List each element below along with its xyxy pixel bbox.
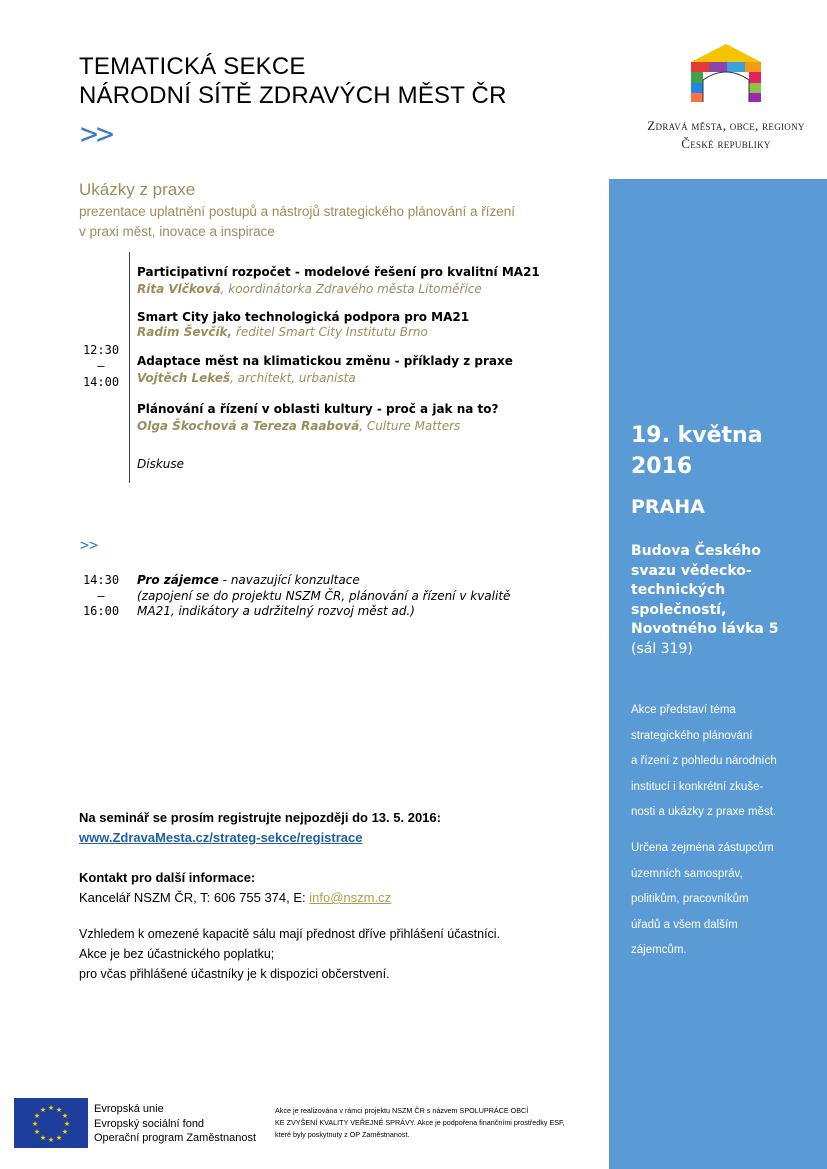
registration-link[interactable]: www.ZdravaMesta.cz/strateg-sekce/registrace	[79, 830, 363, 845]
speaker-role: , koordinátorka Zdravého města Litoměřice	[220, 282, 482, 296]
logo-line-2: České republiky	[681, 136, 771, 151]
agenda-speaker	[137, 370, 597, 387]
svg-text:★: ★	[55, 1106, 63, 1114]
venue-line: Budova Českého	[631, 543, 761, 559]
registration-text: Na seminář se prosím registrujte nejpozději do 13. 5. 2016:	[79, 810, 441, 825]
funding-line: Akce je realizována v rámci projektu NSZM ČR s názvem SPOLUPRÁCE OBCÍ	[275, 1106, 529, 1115]
speaker-name: Olga Škochová a Tereza Raabová	[137, 419, 360, 433]
contact-line	[79, 888, 391, 908]
time-dash: –	[97, 359, 105, 373]
section-heading	[79, 180, 579, 242]
agenda-list	[137, 264, 597, 471]
time-start: 14:30	[82, 573, 120, 587]
contact-block	[79, 868, 391, 908]
sidebar-line: územních samospráv,	[631, 867, 743, 880]
registration-block	[79, 808, 441, 848]
sidebar-line: úřadů a všem dalším	[631, 918, 738, 931]
svg-text:★: ★	[55, 1134, 63, 1142]
svg-text:★: ★	[33, 1128, 41, 1136]
sidebar-line: a řízení z pohledu národních	[631, 755, 777, 767]
venue-line: společností,	[631, 601, 727, 618]
funding-line: které byly poskytnuty z OP Zaměstnanost.	[275, 1130, 410, 1139]
venue-line: Novotného lávka 5	[631, 621, 779, 637]
consultation-title-bold: Pro zájemce	[137, 573, 219, 587]
time-end: 14:00	[82, 375, 120, 389]
speaker-name: Radim Ševčík,	[137, 325, 233, 339]
event-venue	[631, 542, 821, 659]
time-block-2	[81, 573, 121, 620]
speaker-name: Vojtěch Lekeš	[137, 371, 231, 385]
svg-text:★: ★	[47, 1104, 55, 1112]
sidebar-line: nosti a ukázky z praxe měst.	[631, 806, 777, 818]
svg-text:★: ★	[33, 1112, 41, 1120]
eu-flag-icon	[14, 1098, 88, 1148]
svg-text:★: ★	[47, 1136, 55, 1144]
event-city: PRAHA	[631, 496, 705, 518]
logo-text	[636, 117, 816, 153]
arrows-decoration: >>	[80, 117, 113, 152]
time-block-1	[81, 342, 121, 390]
venue-line: svazu vědecko-	[631, 562, 752, 579]
svg-text:★: ★	[63, 1120, 71, 1128]
contact-text: Kancelář NSZM ČR, T: 606 755 374, E:	[79, 890, 310, 905]
agenda-item	[137, 353, 597, 387]
svg-text:★: ★	[31, 1120, 39, 1128]
speaker-name: Rita Vlčková	[137, 282, 221, 296]
sidebar-panel	[609, 179, 827, 1169]
speaker-role: ředitel Smart City Institutu Brno	[232, 325, 428, 339]
agenda-title: Participativní rozpočet - modelové řešení pro kvalitní MA21	[137, 265, 540, 279]
sidebar-line: Určena zejména zástupcům	[631, 842, 774, 854]
sidebar-line: zájemcům.	[631, 944, 687, 956]
sidebar-description	[631, 698, 816, 826]
funding-note	[275, 1105, 615, 1141]
discussion-label: Diskuse	[137, 457, 185, 471]
eu-line: Operační program Zaměstnanost	[94, 1132, 257, 1144]
event-date	[631, 420, 763, 482]
arrows-decoration-small: >>	[80, 536, 99, 554]
sidebar-line: institucí i konkrétní zkuše-	[631, 780, 764, 793]
sidebar-line: strategického plánování	[631, 729, 753, 742]
funding-line: KE ZVYŠENÍ KVALITY VEŘEJNÉ SPRÁVY. Akce je podpořena finančními prostředky ESF,	[275, 1118, 565, 1127]
venue-room: (sál 319)	[631, 640, 693, 657]
date-year: 2016	[631, 454, 693, 479]
agenda-item	[137, 401, 597, 435]
sidebar-line: Akce představí téma	[631, 704, 736, 716]
consultation-title-rest: - navazující konzultace	[218, 573, 360, 587]
agenda-speaker	[137, 418, 597, 435]
house-logo-icon	[636, 42, 816, 104]
time-dash: –	[97, 588, 105, 603]
sidebar-audience	[631, 836, 816, 964]
description-line: v praxi měst, inovace a inspirace	[79, 224, 275, 239]
agenda-title: Adaptace měst na klimatickou změnu - příklady z praxe	[137, 354, 513, 368]
contact-heading: Kontakt pro další informace:	[79, 870, 256, 885]
note-line: Vzhledem k omezené kapacitě sálu mají přednost dříve přihlášení účastníci.	[79, 927, 501, 941]
agenda-speaker	[137, 326, 597, 339]
contact-email-link[interactable]: info@nszm.cz	[309, 890, 392, 905]
svg-text:★: ★	[61, 1112, 69, 1120]
page-title	[79, 52, 507, 110]
description-line: prezentace uplatnění postupů a nástrojů strategického plánování a řízení	[79, 204, 516, 219]
consultation-line: MA21, indikátory a udržitelný rozvoj měst ad.)	[137, 604, 415, 618]
logo	[636, 42, 816, 153]
time-end: 16:00	[82, 604, 120, 618]
sidebar-line: politikům, pracovníkům	[631, 893, 749, 905]
venue-line: technických	[631, 582, 726, 598]
info-note	[79, 924, 500, 984]
title-line-1: TEMATICKÁ SEKCE	[79, 53, 306, 80]
eu-line: Evropský sociální fond	[94, 1117, 205, 1130]
section-description	[79, 202, 579, 242]
eu-line: Evropská unie	[94, 1103, 164, 1115]
svg-text:★: ★	[39, 1134, 47, 1142]
svg-text:★: ★	[61, 1128, 69, 1136]
section-title: Ukázky z praxe	[79, 180, 196, 199]
agenda-item	[137, 264, 597, 298]
note-line: pro včas přihlášené účastníky je k dispozici občerstvení.	[79, 967, 390, 981]
speaker-role: , architekt, urbanista	[230, 371, 356, 385]
eu-label	[94, 1102, 256, 1146]
agenda-title: Plánování a řízení v oblasti kultury - proč a jak na to?	[137, 402, 499, 416]
speaker-role: , Culture Matters	[359, 419, 461, 433]
consultation-item	[137, 573, 557, 620]
agenda-title: Smart City jako technologická podpora pro MA21	[137, 310, 470, 324]
date-line: 19. května	[631, 423, 763, 448]
agenda-item	[137, 309, 597, 339]
logo-line-1: Zdravá města, obce, regiony	[647, 118, 805, 133]
note-line: Akce je bez účastnického poplatku;	[79, 947, 275, 961]
title-line-2: NÁRODNÍ SÍTĚ ZDRAVÝCH MĚST ČR	[79, 82, 507, 109]
consultation-title	[137, 573, 557, 589]
svg-text:★: ★	[39, 1106, 47, 1114]
consultation-line: (zapojení se do projektu NSZM ČR, plánování a řízení v kvalitě	[137, 588, 511, 603]
agenda-speaker	[137, 281, 597, 298]
time-start: 12:30	[82, 343, 120, 357]
divider-line	[129, 252, 130, 483]
